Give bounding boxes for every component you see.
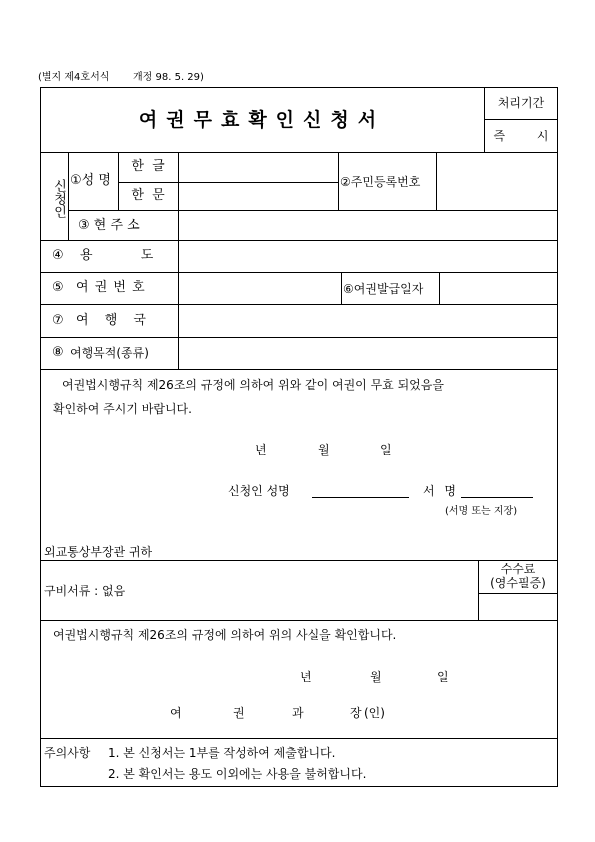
korean-name-label: 한 글 [131,159,165,174]
request-year: 년 [255,443,267,457]
divider [40,304,558,305]
applicant-name-label: 신청인 성명 [228,484,290,498]
form-number: (별지 제4호서식 [38,72,110,83]
passport-number-field[interactable] [182,281,337,297]
issue-date-field[interactable] [443,281,553,297]
form-title: 여권무효확인신청서 [138,109,386,131]
rrn-label: ②주민등록번호 [340,175,421,189]
address-field[interactable] [182,219,552,235]
confirmation-month: 월 [370,670,382,684]
divider [436,152,437,210]
divider [40,240,558,241]
officer-title-1: 여 [170,706,182,720]
divider [40,738,558,739]
travel-purpose-field[interactable] [182,346,552,362]
revision-date: 개정 98. 5. 29) [133,72,204,83]
confirmation-year: 년 [300,670,312,684]
fee-label: 수수료 [500,562,536,576]
confirmation-text: 여권법시행규칙 제26조의 규정에 의하여 위의 사실을 확인합니다. [53,628,397,642]
divider [40,369,558,370]
passport-number-label: 여 권 번 호 [76,280,145,295]
processing-period-value: 즉 시 [493,129,549,143]
officer-title-3: 과 [292,706,304,720]
officer-title-4: 장 [350,706,362,720]
hanja-name-label: 한 문 [131,188,165,203]
divider [439,272,440,304]
korean-name-field[interactable] [182,160,332,176]
address-label: ③ 현 주 소 [78,218,140,233]
name-label: ①성 명 [70,173,111,188]
country-number: ⑦ [52,313,64,328]
request-text-line2: 확인하여 주시기 바랍니다. [53,402,192,416]
applicant-side-label [40,163,68,233]
signature-label: 서 명 [423,484,456,498]
note-item-2: 2. 본 확인서는 용도 이외에는 사용을 불허합니다. [108,767,367,781]
purpose-field[interactable] [182,249,552,265]
officer-title-2: 권 [233,706,245,720]
travel-purpose-number: ⑧ [52,345,64,360]
signature-note: (서명 또는 지장) [445,506,518,517]
divider [341,272,342,304]
request-day: 일 [380,443,392,457]
passport-number-number: ⑤ [52,280,64,295]
request-text-line1: 여권법시행규칙 제26조의 규정에 의하여 위와 같이 여권이 무효 되었음을 [62,378,444,392]
divider [338,152,339,210]
officer-seal: (인) [364,706,385,720]
applicant-name-line[interactable] [312,497,409,498]
processing-period-label: 처리기간 [497,96,545,110]
signature-line[interactable] [461,497,533,498]
applicant-side-text: 신청인 [51,178,66,218]
divider [478,593,558,594]
required-documents: 구비서류 : 없음 [44,584,126,598]
divider [40,337,558,338]
hanja-name-field[interactable] [182,189,332,205]
divider [118,182,338,183]
issue-date-label: ⑥여권발급일자 [343,282,424,296]
travel-purpose-label: 여행목적(종류) [70,346,149,360]
divider [40,272,558,273]
fee-note: (영수필증) [490,576,546,590]
divider [178,152,179,369]
confirmation-day: 일 [437,670,449,684]
divider [68,152,69,240]
notes-heading: 주의사항 [44,746,91,760]
rrn-field[interactable] [440,175,552,191]
divider [68,210,558,211]
purpose-number: ④ [52,248,64,263]
divider [484,119,558,120]
note-item-1: 1. 본 신청서는 1부를 작성하여 제출합니다. [108,746,336,760]
divider [40,560,558,561]
divider [40,620,558,621]
country-label: 여 행 국 [76,313,146,328]
country-field[interactable] [182,314,552,330]
purpose-label: 용 도 [80,248,154,263]
request-month: 월 [318,443,330,457]
addressee: 외교통상부장관 귀하 [44,545,153,559]
